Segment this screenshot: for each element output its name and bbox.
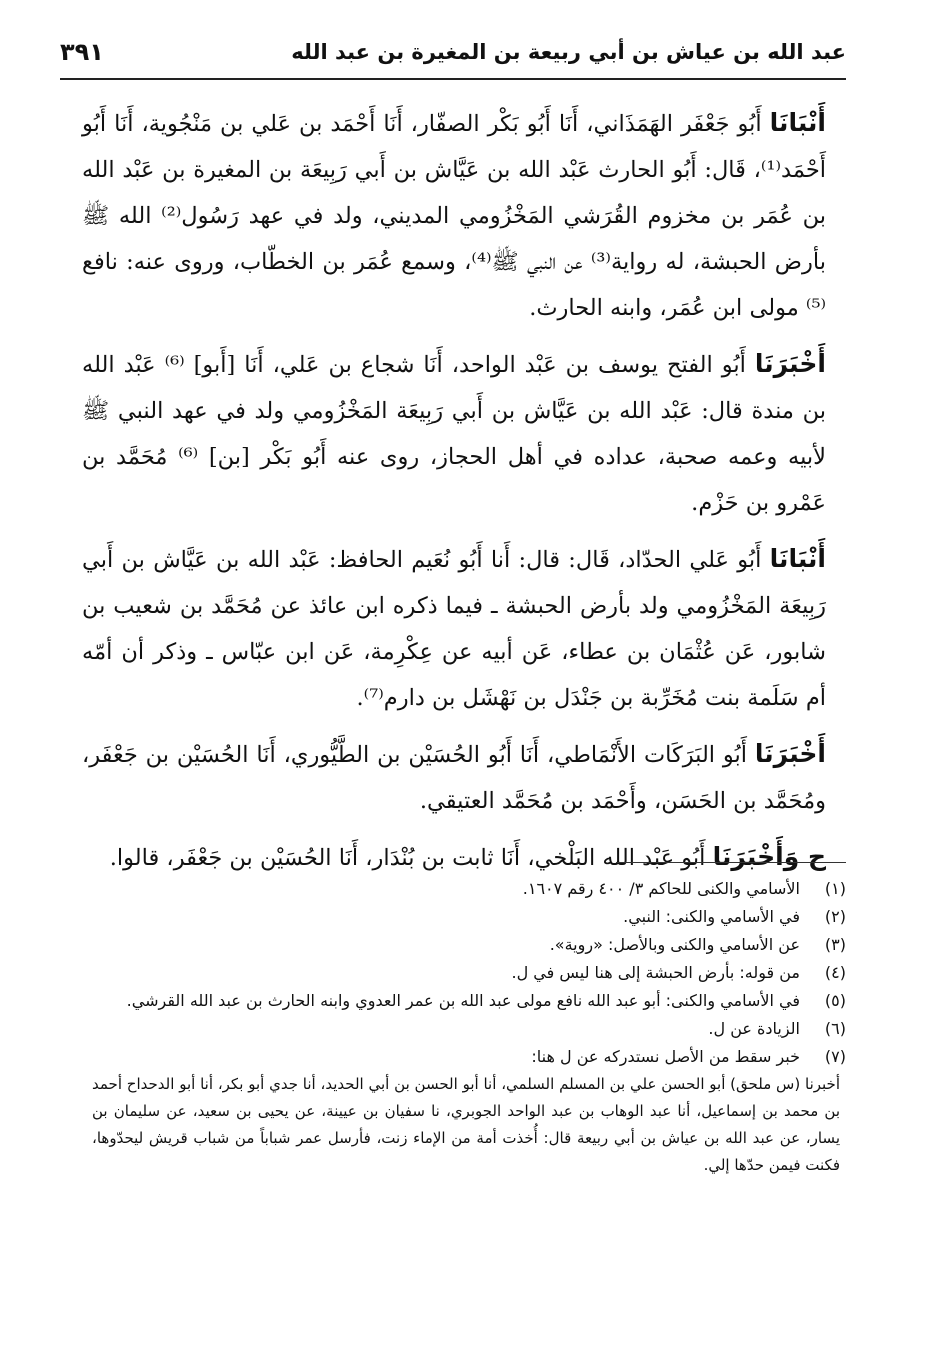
footnote xyxy=(92,931,846,959)
footnote-divider xyxy=(616,862,846,863)
footnote xyxy=(92,959,846,987)
footnote-number: (٤) xyxy=(824,963,846,982)
paragraph-3 xyxy=(82,536,826,721)
footnote-number: (٦) xyxy=(824,1019,846,1038)
footnote xyxy=(92,1015,846,1043)
paragraph-lead: أَنْبَانَا xyxy=(769,544,826,573)
paragraph-lead: أَنْبَانَا xyxy=(769,108,826,137)
header-divider xyxy=(60,78,846,80)
footnote-text: الأسامي والكنى للحاكم ٣/ ٤٠٠ رقم ١٦٠٧. xyxy=(522,879,800,898)
paragraph-lead: أَخْبَرَنَا xyxy=(754,739,826,768)
footnote-number: (٢) xyxy=(824,907,846,926)
footnote-text: من قوله: بأرض الحبشة إلى هنا ليس في ل. xyxy=(511,963,800,982)
running-title: عبد الله بن عياش بن أبي ربيعة بن المغيرة بن عبد الله xyxy=(291,40,846,64)
paragraph-5 xyxy=(82,834,826,881)
paragraph-lead: أَخْبَرَنَا xyxy=(754,349,826,378)
paragraph-1 xyxy=(82,100,826,331)
footnote xyxy=(92,1043,846,1071)
page-header xyxy=(60,34,846,78)
paragraph-lead: ح وَأَخْبَرَنَا xyxy=(712,842,826,871)
footnote-number: (٥) xyxy=(824,991,846,1010)
paragraph-text: أَبُو عَبْد الله البَلْخي، أَنَا ثابت بن بُنْدَار، أَنَا الحُسَيْن بن جَعْفَر، قالوا. xyxy=(109,845,706,871)
paragraph-text: أَبُو جَعْفَر الهَمَذَاني، أَنَا أَبُو بَكْر الصفّار، أَنَا أَحْمَد بن عَلي بن مَنْجُوية، أَنَا أَبُو أَحْمَد⁽¹⁾، قَال: أَبُو الحارث عَبْد الله بن عَيَّاش بن أَبي رَبِيعَة بن المغيرة بن عَبْد الله بن عُمَر بن مخزوم القُرَشي المَخْزُومي المديني، ولد في عهد رَسُول⁽²⁾ الله ﷺ بأرض الحبشة، له رواية⁽³⁾ عن النبي ﷺ⁽⁴⁾، وسمع عُمَر بن الخطّاب، وروى عنه: نافع ⁽⁵⁾ مولى ابن عُمَر، وابنه الحارث. xyxy=(82,111,826,321)
footnote-text: في الأسامي والكنى: النبي. xyxy=(623,907,800,926)
footnote xyxy=(92,875,846,903)
page-number: ٣٩١ xyxy=(60,38,104,66)
footnote-text: في الأسامي والكنى: أبو عبد الله نافع مولى عبد الله بن عمر العدوي وابنه الحارث بن عبد الله القرشي. xyxy=(126,991,800,1010)
footnote xyxy=(92,903,846,931)
footnote-text: الزيادة عن ل. xyxy=(708,1019,800,1038)
paragraph-text: أَبُو عَلي الحدّاد، قَال: قال: أَنا أَبُو نُعَيم الحافظ: عَبْد الله بن عَيَّاش بن أَبي رَبِيعَة المَخْزُومي ولد بأرض الحبشة ـ فيما ذكره ابن عائذ عن مُحَمَّد بن شعيب بن شابور، عَن عُثْمَان بن عطاء، عَن أبيه عن عِكْرِمة، عَن ابن عبّاس ـ وذكر أن أمّه أم سَلَمة بنت مُخَرِّبة بن جَنْدَل بن نَهْشَل بن دارم⁽⁷⁾. xyxy=(82,547,826,711)
paragraph-4 xyxy=(82,731,826,824)
footnote-number: (٣) xyxy=(824,935,846,954)
footnote-number: (٧) xyxy=(824,1047,846,1066)
footnote-number: (١) xyxy=(824,879,846,898)
footnote-text: خبر سقط من الأصل نستدركه عن ل هنا: xyxy=(531,1047,800,1066)
main-text xyxy=(82,100,826,891)
paragraph-2 xyxy=(82,341,826,526)
paragraph-text: أَبُو البَرَكَات الأَنْمَاطي، أَنَا أَبُو الحُسَيْن بن الطَّيُّوري، أَنَا الحُسَيْن بن جَعْفَر، ومُحَمَّد بن الحَسَن، وأَحْمَد بن مُحَمَّد العتيقي. xyxy=(82,742,826,814)
footnote-quoted-report: أخبرنا (س ملحق) أبو الحسن علي بن المسلم السلمي، أنا أبو الحسن بن أبي الحديد، أنا جدي أبو بكر، أنا أبو الدحداح أحمد بن محمد بن إسماعيل، أنا عبد الوهاب بن عبد الواحد الجوبري، نا سفيان بن عيينة، عن يحيى بن سعيد، عن سليمان بن يسار، عن عبد الله بن عياش بن أبي ربيعة قال: أُخذت أمة من الإماء زنت، فأرسل عمر شباباً من شباب قريش ليحدّوها، فكنت فيمن حدّها إلي. xyxy=(92,1075,840,1174)
paragraph-text: أَبُو الفتح يوسف بن عَبْد الواحد، أَنَا شجاع بن عَلي، أَنَا [أَبو] ⁽⁶⁾ عَبْد الله بن مندة قال: عَبْد الله بن عَيَّاش بن أَبي رَبِيعَة المَخْزُومي ولد في عهد النبي ﷺ لأبيه وعمه صحبة، عداده في أهل الحجاز، روى عنه أَبُو بَكْر [بن] ⁽⁶⁾ مُحَمَّد بن عَمْرو بن حَزْم. xyxy=(82,352,826,516)
footnote-text: عن الأسامي والكنى وبالأصل: «روية». xyxy=(549,935,800,954)
footnote xyxy=(92,987,846,1015)
footnotes xyxy=(92,875,846,1179)
